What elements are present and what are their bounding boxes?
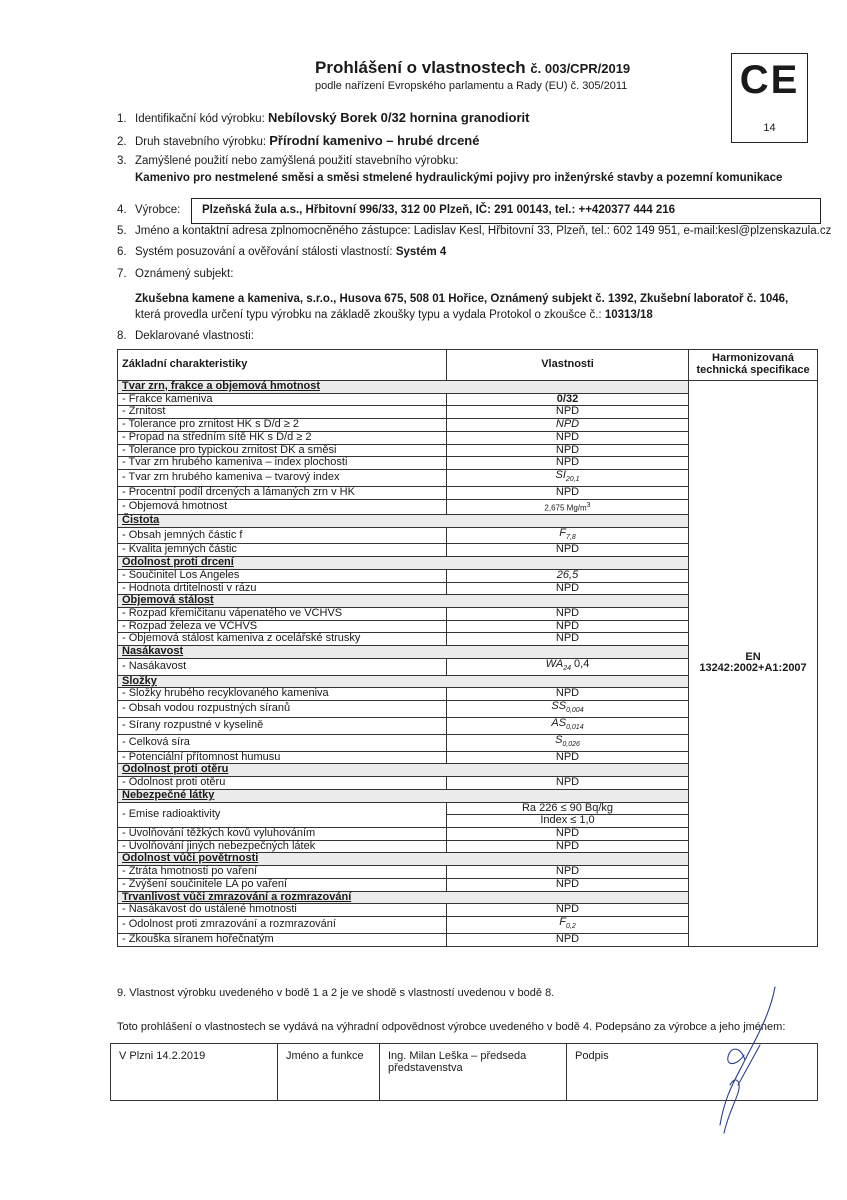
item-label: Výrobce:: [135, 204, 181, 216]
value-main: F: [559, 526, 566, 539]
header-performance: Vlastnosti: [447, 350, 689, 381]
item-number: 8.: [117, 330, 127, 342]
property-label: - Uvolňování jiných nebezpečných látek: [118, 840, 447, 853]
header-specification: Harmonizovaná technická specifikace: [689, 350, 818, 381]
item-2: [117, 133, 479, 148]
property-label: - Objemová stálost kameniva z ocelářské strusky: [118, 633, 447, 646]
value-main: NPD: [555, 750, 580, 763]
property-value: [447, 469, 689, 486]
ce-marking-box: [731, 53, 808, 143]
property-value: [447, 633, 689, 646]
place-date: V Plzni 14.2.2019: [111, 1044, 278, 1101]
property-value: [447, 734, 689, 751]
manufacturer: Plzeňská žula a.s., Hřbitovní 996/33, 312 00 Plzeň, IČ: 291 00143, tel.: ++420377 444 216: [202, 204, 676, 216]
property-label: - Rozpad křemičitanu vápenatého ve VCHVS: [118, 607, 447, 620]
property-label: - Zkouška síranem hořečnatým: [118, 933, 447, 946]
representative: Ladislav Kesl, Hřbitovní 33, Plzeň, tel.: 602 149 951, e-mail:kesl@plzenskazula.cz: [413, 225, 832, 237]
item-number: 3.: [117, 155, 127, 167]
property-label: - Nasákavost: [118, 658, 447, 675]
protocol-text: která provedla určení typu výrobku na základě zkoušky typu a vydala Protokol o zkoušce č.:: [135, 309, 602, 321]
harmonized-specification: EN 13242:2002+A1:2007: [689, 381, 818, 947]
manufacturer-box: [191, 198, 821, 224]
property-value: [447, 688, 689, 701]
value-subscript: 0,014: [566, 724, 584, 732]
value-main: NPD: [555, 903, 580, 916]
property-label: - Tolerance pro zrnitost HK s D/d ≥ 2: [118, 419, 447, 432]
value-main: NPD: [555, 456, 580, 469]
value-subscript: 20,1: [565, 476, 580, 484]
item-number: 4.: [117, 204, 127, 216]
property-value: [447, 620, 689, 633]
property-value: [447, 457, 689, 470]
product-type: Přírodní kamenivo – hrubé drcené: [269, 133, 480, 148]
value-main: NPD: [555, 443, 580, 456]
value-subscript: 24: [563, 664, 571, 672]
table-header-row: [118, 350, 818, 381]
name-label: Jméno a funkce: [278, 1044, 380, 1101]
value-main: NPD: [555, 865, 580, 878]
property-label: - Celková síra: [118, 734, 447, 751]
property-label: - Uvolňování těžkých kovů vyluhováním: [118, 827, 447, 840]
value-main: NPD: [555, 839, 580, 852]
property-value: [447, 751, 689, 764]
value-after: 0,4: [570, 657, 590, 670]
value-main: S: [555, 733, 563, 746]
property-value: [447, 582, 689, 595]
signature-label: Podpis: [567, 1044, 818, 1101]
property-label: - Složky hrubého recyklovaného kameniva: [118, 688, 447, 701]
category-trvanlivost-vuci-zmrazovani-a-rozmrazova: Trvanlivost vůči zmrazování a rozmrazování: [118, 891, 689, 904]
item-label: Oznámený subjekt:: [135, 268, 234, 280]
property-value: [447, 406, 689, 419]
title-text: Prohlášení o vlastnostech: [315, 58, 526, 77]
declared-properties-table: [117, 349, 818, 947]
property-value: Ra 226 ≤ 90 Bq/kg: [447, 802, 689, 815]
ce-mark-logo: CE: [739, 58, 800, 102]
property-label: - Tvar zrn hrubého kameniva – tvarový index: [118, 469, 447, 486]
value-superscript: 3: [586, 501, 591, 509]
value-main: F: [559, 915, 566, 928]
value-main: NPD: [555, 687, 580, 700]
property-label: - Kvalita jemných částic: [118, 544, 447, 557]
avcp-system: Systém 4: [395, 246, 447, 258]
item-label: Jméno a kontaktní adresa zplnomocněného zástupce:: [135, 225, 411, 237]
property-value: [447, 904, 689, 917]
item-number: 7.: [117, 268, 127, 280]
item-5: [117, 225, 831, 237]
value-main: NPD: [555, 418, 580, 431]
category-nasakavost: Nasákavost: [118, 646, 689, 659]
protocol-number: 10313/18: [604, 309, 653, 321]
property-label: - Tvar zrn hrubého kameniva – index plochosti: [118, 457, 447, 470]
item-8: [117, 330, 254, 342]
item-label: Zamýšlené použití nebo zamýšlená použití stavebního výrobku:: [135, 155, 459, 167]
property-label: - Obsah vodou rozpustných síranů: [118, 701, 447, 718]
value-main: NPD: [555, 430, 580, 443]
property-value: [447, 607, 689, 620]
property-value: Index ≤ 1,0: [447, 815, 689, 828]
value-main: NPD: [555, 405, 580, 418]
item-4: [117, 204, 180, 216]
declaration-statement: Toto prohlášení o vlastnostech se vydává na výhradní odpovědnost výrobce uvedeného v bodě 4. Podepsáno za výrobce a jeho jménem:: [117, 1021, 786, 1033]
value-subscript: 0,026: [562, 741, 580, 749]
item-label: Druh stavebního výrobku:: [135, 136, 267, 148]
property-value: [447, 840, 689, 853]
value-main: NPD: [555, 776, 580, 789]
property-value: [447, 717, 689, 734]
notified-body-protocol: [135, 309, 653, 321]
property-label: - Potenciální přítomnost humusu: [118, 751, 447, 764]
property-label: - Nasákavost do ustálené hmotnosti: [118, 904, 447, 917]
value-main: NPD: [555, 606, 580, 619]
property-label: - Sírany rozpustné v kyselině: [118, 717, 447, 734]
value-main: NPD: [555, 877, 580, 890]
property-label: - Emise radioaktivity: [118, 802, 447, 827]
ce-year: 14: [763, 122, 776, 134]
value-main: WA: [545, 657, 564, 670]
item-number: 1.: [117, 113, 127, 125]
property-value: [447, 866, 689, 879]
item-6: [117, 246, 446, 258]
value-main: 2,675 Mg/m: [544, 503, 587, 513]
item-number: 2.: [117, 136, 127, 148]
value-main: NPD: [555, 826, 580, 839]
property-value: [447, 393, 689, 406]
property-label: - Objemová hmotnost: [118, 499, 447, 514]
property-label: - Zvýšení součinitele LA po vaření: [118, 878, 447, 891]
property-label: - Zrnitost: [118, 406, 447, 419]
value-main: 26,5: [556, 568, 579, 581]
property-label: - Propad na středním sítě HK s D/d ≥ 2: [118, 431, 447, 444]
document-title: [315, 58, 630, 78]
property-value: [447, 444, 689, 457]
property-value: [447, 827, 689, 840]
value-subscript: 0,004: [566, 707, 584, 715]
property-value: [447, 527, 689, 544]
notified-body: Zkušebna kamene a kameniva, s.r.o., Husova 675, 508 01 Hořice, Oznámený subjekt č. 1392, Zkušební laboratoř č. 1046,: [135, 293, 789, 305]
product-code: Nebílovský Borek 0/32 hornina granodiorit: [267, 110, 530, 125]
category-objemova-stalost: Objemová stálost: [118, 595, 689, 608]
item-label: Deklarované vlastnosti:: [135, 330, 254, 342]
property-value: [447, 933, 689, 946]
property-label: - Tolerance pro typickou zrnitost DK a směsi: [118, 444, 447, 457]
value-main: AS: [551, 716, 567, 729]
conformity-statement: 9. Vlastnost výrobku uvedeného v bodě 1 a 2 je ve shodě s vlastností uvedenou v bodě 8.: [117, 987, 555, 999]
value-subscript: 7,8: [566, 533, 576, 541]
category-row: [118, 381, 818, 394]
item-number: 5.: [117, 225, 127, 237]
item-7: [117, 268, 233, 280]
property-label: - Frakce kameniva: [118, 393, 447, 406]
category-nebezpecne-latky: Nebezpečné látky: [118, 789, 689, 802]
property-value: [447, 701, 689, 718]
property-value: [447, 419, 689, 432]
property-label: - Ztráta hmotnosti po vaření: [118, 866, 447, 879]
property-label: - Obsah jemných částic f: [118, 527, 447, 544]
property-value: [447, 544, 689, 557]
item-1: [117, 110, 529, 125]
property-label: - Odolnost proti otěru: [118, 777, 447, 790]
property-value: [447, 486, 689, 499]
name-value: Ing. Milan Leška – předseda představenstva: [380, 1044, 567, 1101]
property-label: - Odolnost proti zmrazování a rozmrazování: [118, 916, 447, 933]
document-number: č. 003/CPR/2019: [530, 61, 631, 76]
property-label: - Hodnota drtitelnosti v rázu: [118, 582, 447, 595]
category-odolnost-vuci-povetrnosti: Odolnost vůči povětrnosti: [118, 853, 689, 866]
property-value: [447, 658, 689, 675]
intended-use: Kamenivo pro nestmelené směsi a směsi stmelené hydraulickými pojivy pro inženýrské stavby a pozemní komunikace: [135, 172, 783, 184]
category-cistota: Čistota: [118, 514, 689, 527]
value-main: NPD: [555, 932, 580, 945]
header-characteristics: Základní charakteristiky: [118, 350, 447, 381]
item-label: Systém posuzování a ověřování stálosti vlastností:: [135, 246, 393, 258]
document-subtitle: podle nařízení Evropského parlamentu a Rady (EU) č. 305/2011: [315, 80, 628, 92]
value-main: 0/32: [556, 392, 579, 405]
property-label: - Rozpad železa ve VCHVS: [118, 620, 447, 633]
value-main: SS: [551, 700, 567, 713]
property-value: [447, 569, 689, 582]
value-main: NPD: [555, 543, 580, 556]
handwritten-signature: [700, 985, 790, 1135]
value-main: NPD: [555, 619, 580, 632]
value-main: NPD: [555, 581, 580, 594]
value-subscript: 0,2: [566, 923, 576, 931]
item-label: Identifikační kód výrobku:: [135, 113, 265, 125]
category-tvar-zrn-frakce-a-objemova-hmotnost: Tvar zrn, frakce a objemová hmotnost: [118, 381, 689, 394]
property-value: [447, 916, 689, 933]
category-odolnost-proti-drceni: Odolnost proti drcení: [118, 557, 689, 570]
value-main: SI: [555, 468, 566, 481]
value-main: NPD: [555, 632, 580, 645]
property-label: - Procentní podíl drcených a lámaných zrn v HK: [118, 486, 447, 499]
category-odolnost-proti-oteru: Odolnost proti otěru: [118, 764, 689, 777]
item-3: [117, 155, 458, 167]
property-value: [447, 777, 689, 790]
item-number: 6.: [117, 246, 127, 258]
category-slozky: Složky: [118, 675, 689, 688]
property-value: [447, 878, 689, 891]
property-value: [447, 499, 689, 514]
property-label: - Součinitel Los Angeles: [118, 569, 447, 582]
value-main: NPD: [555, 485, 580, 498]
property-value: [447, 431, 689, 444]
